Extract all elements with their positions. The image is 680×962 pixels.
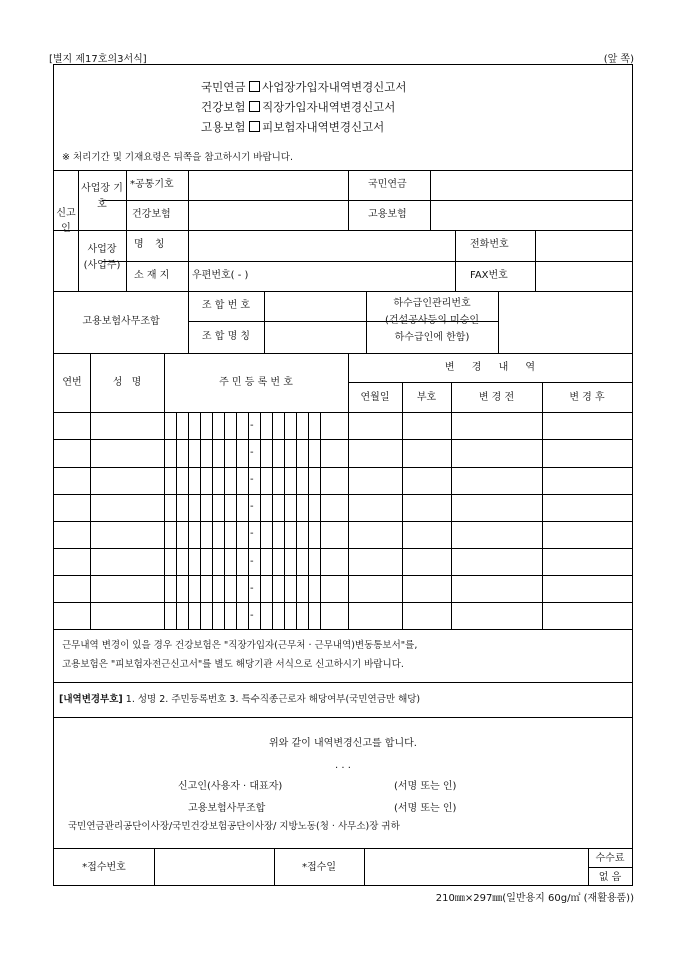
reporter-label: 신고인 bbox=[56, 208, 76, 234]
divider bbox=[102, 261, 632, 262]
divider bbox=[264, 291, 265, 353]
report-form bbox=[53, 64, 633, 886]
before-header: 변 경 전 bbox=[478, 392, 515, 403]
divider bbox=[54, 467, 632, 468]
title-row-pension bbox=[201, 81, 407, 94]
address-label: 소 재 지 bbox=[134, 270, 170, 281]
rrn-digit-divider bbox=[308, 412, 309, 629]
fee-value: 없 음 bbox=[598, 872, 622, 883]
rrn-digit-divider bbox=[260, 412, 261, 629]
national-pension-label: 국민연금 bbox=[368, 179, 407, 190]
rrn-digit-divider bbox=[236, 412, 237, 629]
health-insurance-label: 건강보험 bbox=[132, 209, 171, 220]
divider bbox=[54, 682, 632, 683]
date-header: 연월일 bbox=[360, 392, 390, 403]
rrn-dash: - bbox=[250, 447, 254, 459]
divider bbox=[402, 382, 403, 629]
rrn-digit-divider bbox=[188, 412, 189, 629]
divider bbox=[126, 170, 127, 291]
union-name-label: 조 합 명 칭 bbox=[201, 331, 251, 342]
divider bbox=[54, 575, 632, 576]
agent-signature-label: 고용보험사무조합 bbox=[188, 803, 266, 814]
addressee: 국민연금관리공단이사장/국민건강보험공단이사장/ 지방노동(청 · 사무소)장 귀하 bbox=[68, 821, 400, 832]
rrn-digit-divider bbox=[176, 412, 177, 629]
rrn-dash: - bbox=[250, 582, 254, 594]
change-codes-label: [내역변경부호] bbox=[59, 694, 123, 705]
title-insurance: 국민연금 bbox=[201, 80, 246, 94]
code-header: 부호 bbox=[416, 392, 437, 403]
reporter-signature-label: 신고인(사용자 · 대표자) bbox=[178, 781, 283, 792]
rrn-dash: - bbox=[250, 420, 254, 431]
checkbox-health[interactable] bbox=[249, 101, 260, 112]
declaration-statement: 위와 같이 내역변경신고를 합니다. bbox=[269, 738, 417, 749]
checkbox-pension[interactable] bbox=[249, 81, 260, 92]
workplace-owner-label: 사업장 (사업주) bbox=[83, 244, 121, 271]
union-number-label: 조 합 번 호 bbox=[201, 300, 251, 311]
subcontract-label-line: 하수급인관리번호 bbox=[393, 298, 471, 309]
rrn-dash: - bbox=[250, 501, 254, 513]
common-code-label: *공통기호 bbox=[130, 179, 174, 190]
divider bbox=[54, 412, 632, 413]
change-codes bbox=[59, 693, 420, 706]
divider bbox=[54, 717, 632, 718]
reporter-sign-mark: (서명 또는 인) bbox=[394, 781, 457, 792]
divider bbox=[164, 353, 165, 629]
union-office-label: 고용보험사무조합 bbox=[82, 316, 160, 327]
rrn-digit-divider bbox=[320, 412, 321, 629]
rrn-header: 주 민 등 록 번 호 bbox=[219, 377, 293, 388]
divider bbox=[102, 200, 632, 201]
notice-line: 고용보험은 "피보험자전근신고서"를 별도 해당기관 서식으로 신고하시기 바랍니다. bbox=[62, 659, 404, 670]
divider bbox=[54, 230, 632, 231]
divider bbox=[54, 170, 632, 171]
checkbox-employment[interactable] bbox=[249, 121, 260, 132]
seq-header: 연번 bbox=[62, 377, 82, 388]
divider bbox=[430, 170, 431, 230]
employment-insurance-label: 고용보험 bbox=[368, 209, 407, 220]
divider bbox=[54, 494, 632, 495]
title-report: 사업장가입자내역변경신고서 bbox=[262, 80, 407, 94]
fax-label: FAX번호 bbox=[470, 270, 508, 281]
divider bbox=[535, 230, 536, 291]
divider bbox=[348, 170, 349, 230]
title-report: 피보험자내역변경신고서 bbox=[262, 120, 385, 134]
form-number: [별지 제17호의3서식] bbox=[49, 54, 147, 65]
title-report: 직장가입자내역변경신고서 bbox=[262, 100, 396, 114]
divider bbox=[364, 848, 365, 885]
divider bbox=[54, 629, 632, 630]
divider bbox=[54, 291, 632, 292]
rrn-digit-divider bbox=[248, 412, 249, 629]
divider bbox=[455, 230, 456, 291]
divider bbox=[542, 382, 543, 629]
title-row-employment bbox=[201, 121, 384, 134]
rrn-digit-divider bbox=[284, 412, 285, 629]
change-header: 변 경 내 역 bbox=[444, 362, 536, 373]
receipt-date-label: *접수일 bbox=[302, 862, 336, 873]
title-row-health bbox=[201, 101, 395, 114]
divider bbox=[188, 170, 189, 291]
rrn-digit-divider bbox=[212, 412, 213, 629]
divider bbox=[54, 548, 632, 549]
divider bbox=[348, 382, 632, 383]
notice-line: 근무내역 변경이 있을 경우 건강보험은 "직장가입자(근무처 · 근무내역)변동통보서"를, bbox=[62, 640, 418, 651]
fee-label: 수수료 bbox=[595, 853, 625, 864]
divider bbox=[451, 382, 452, 629]
name-label: 명 칭 bbox=[134, 239, 165, 250]
divider bbox=[54, 439, 632, 440]
declaration-date: . . . bbox=[335, 760, 351, 771]
page-side-label: (앞 쪽) bbox=[603, 54, 634, 65]
postal-code-label: 우편번호( - ) bbox=[192, 270, 249, 281]
after-header: 변 경 후 bbox=[569, 392, 605, 403]
divider bbox=[54, 353, 632, 354]
paper-spec: 210㎜×297㎜(일반용지 60g/㎡ (재활용품)) bbox=[435, 893, 634, 904]
divider bbox=[54, 521, 632, 522]
rrn-dash: - bbox=[250, 528, 254, 540]
rrn-dash: - bbox=[250, 474, 254, 486]
divider bbox=[498, 291, 499, 353]
divider bbox=[90, 353, 91, 629]
receipt-number-label: *접수번호 bbox=[82, 862, 126, 873]
subcontract-label-line: 하수급인에 한함) bbox=[394, 332, 470, 343]
divider bbox=[78, 170, 79, 291]
name-header: 성 명 bbox=[112, 377, 142, 388]
rrn-dash: - bbox=[250, 555, 254, 567]
rrn-dash: - bbox=[250, 609, 254, 621]
divider bbox=[154, 848, 155, 885]
rrn-digit-divider bbox=[224, 412, 225, 629]
divider bbox=[54, 602, 632, 603]
agent-sign-mark: (서명 또는 인) bbox=[394, 803, 457, 814]
divider bbox=[588, 867, 632, 868]
divider bbox=[54, 848, 632, 849]
rrn-digit-divider bbox=[272, 412, 273, 629]
change-codes-text: 1. 성명 2. 주민등록번호 3. 특수직종근로자 해당여부(국민연금만 해당) bbox=[125, 694, 421, 705]
title-insurance: 건강보험 bbox=[201, 100, 246, 114]
rrn-digit-divider bbox=[296, 412, 297, 629]
rrn-digit-divider bbox=[200, 412, 201, 629]
workplace-code-label: 사업장 기호 bbox=[81, 183, 123, 210]
title-insurance: 고용보험 bbox=[201, 120, 246, 134]
subcontract-label-line: (건설공사등의 미승인 bbox=[384, 315, 480, 326]
phone-label: 전화번호 bbox=[470, 239, 509, 250]
processing-note: ※ 처리기간 및 기재요령은 뒤쪽을 참고하시기 바랍니다. bbox=[62, 152, 293, 163]
